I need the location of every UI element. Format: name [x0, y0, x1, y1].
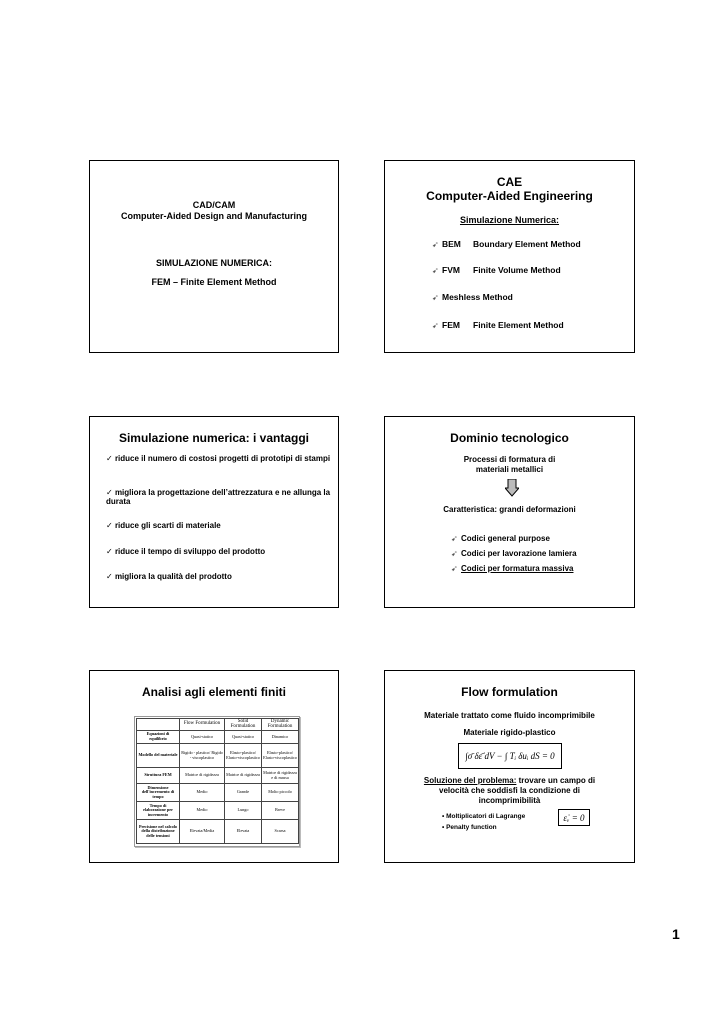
slide1-sub-line2: FEM – Finite Element Method	[151, 277, 277, 287]
list-item: • Penalty function	[442, 824, 497, 831]
slide3-title: Simulazione numerica: i vantaggi	[118, 431, 310, 445]
table-cell: Tempo di elaborazione per incremento	[137, 802, 180, 820]
list-item: ➹ BEM Boundary Element Method	[432, 239, 581, 249]
table-header-cell: Solid Formulation	[225, 719, 262, 731]
slide1-title-line1: CAD/CAM	[192, 200, 236, 210]
page-number: 1	[672, 926, 680, 942]
table-row	[137, 731, 299, 744]
table-header-cell	[137, 719, 180, 731]
slide-vantaggi	[89, 416, 339, 608]
arrow-bullet-icon: ➹	[432, 293, 439, 302]
table-cell: Rigido - plastico/ Rigido - viscoplastico	[180, 744, 225, 768]
slide2-title-line2: Computer-Aided Engineering	[426, 189, 593, 203]
table-header-cell: Flow Formulation	[180, 719, 225, 731]
table-cell: Elasto-plastico/ Elasto-viscoplastico	[225, 744, 262, 768]
check-icon: ✓	[106, 521, 115, 530]
table-cell: Matrice di rigidezza	[180, 768, 225, 784]
down-arrow-icon	[505, 479, 519, 497]
bullet-dot-icon: •	[442, 824, 447, 831]
table-cell: Struttura FEM	[137, 768, 180, 784]
table-cell: Equazioni di equilibrio	[137, 731, 180, 744]
table-header-row	[137, 719, 299, 731]
list-item: ✓ migliora la qualità del prodotto	[106, 572, 232, 581]
slide5-title: Analisi agli elementi finiti	[141, 685, 287, 699]
slide6-line2: Materiale rigido-plastico	[463, 728, 556, 737]
slide-analisi	[89, 670, 339, 863]
table-row	[137, 802, 299, 820]
table-cell: Lungo	[225, 802, 262, 820]
list-item: ✓ riduce gli scarti di materiale	[106, 521, 221, 530]
incompressibility-equation: ε̇ᵥ = 0	[558, 809, 590, 826]
table-row	[137, 820, 299, 844]
check-icon: ✓	[106, 488, 115, 497]
table-cell: Modello del materiale	[137, 744, 180, 768]
slide6-title: Flow formulation	[461, 685, 558, 699]
list-item: ➹ FEM Finite Element Method	[432, 320, 564, 330]
slide4-caratteristica: Caratteristica: grandi deformazioni	[443, 505, 576, 514]
slide-dominio	[384, 416, 635, 608]
table-cell: Scarsa	[262, 820, 299, 844]
table-row	[137, 784, 299, 802]
table-cell: Dimensione dell'incremento di tempo	[137, 784, 180, 802]
list-item: • Moltiplicatori di Lagrange	[442, 813, 526, 820]
arrow-bullet-icon: ➹	[432, 266, 439, 275]
slide-cae	[384, 160, 635, 353]
slide4-title: Dominio tecnologico	[450, 431, 569, 445]
slide-flow-formulation	[384, 670, 635, 863]
list-item: ➹ FVM Finite Volume Method	[432, 265, 561, 275]
arrow-bullet-icon: ➹	[451, 549, 458, 558]
slide6-line1: Materiale trattato come fluido incomprimibile	[424, 711, 595, 720]
list-item: ➹ Codici general purpose	[451, 534, 550, 543]
table-cell: Matrice di rigidezza e di massa	[262, 768, 299, 784]
bullet-dot-icon: •	[442, 813, 447, 820]
list-item: ➹ Codici per formatura massiva	[451, 564, 574, 573]
table-cell: Quasi-statico	[225, 731, 262, 744]
table-cell: Elasto-plastico/ Elasto-viscoplastico	[262, 744, 299, 768]
table-cell: Medio	[180, 784, 225, 802]
arrow-bullet-icon: ➹	[451, 564, 458, 573]
table-cell: Grande	[225, 784, 262, 802]
table-header-cell: Dynamic Formulation	[262, 719, 299, 731]
fem-comparison-table	[136, 718, 299, 844]
table-row	[137, 744, 299, 768]
list-item: ➹ Meshless Method	[432, 292, 513, 302]
list-item: ➹ Codici per lavorazione lamiera	[451, 549, 577, 558]
table-row	[137, 768, 299, 784]
table-cell: Precisione nel calcolo della distribuzione delle tensioni	[137, 820, 180, 844]
list-item: ✓ migliora la progettazione dell’attrezzatura e ne allunga la durata	[106, 488, 331, 506]
slide4-line2: materiali metallici	[475, 465, 544, 474]
table-cell: Medio	[180, 802, 225, 820]
list-item: ✓ riduce il numero di costosi progetti di prototipi di stampi	[106, 454, 331, 463]
arrow-bullet-icon: ➹	[451, 534, 458, 543]
slide-cad-cam	[89, 160, 339, 353]
weak-form-equation: ∫σ̄ δε̄̇ dV − ∫ Tᵢ δuᵢ dS = 0	[458, 743, 562, 769]
table-cell: Matrice di rigidezza	[225, 768, 262, 784]
slide4-line1: Processi di formatura di	[463, 455, 556, 464]
table-cell: Quasi-statico	[180, 731, 225, 744]
table-cell: Elevata/Media	[180, 820, 225, 844]
check-icon: ✓	[106, 572, 115, 581]
table-cell: Breve	[262, 802, 299, 820]
slide2-subtitle: Simulazione Numerica:	[459, 215, 560, 225]
slide1-sub-line1: SIMULAZIONE NUMERICA:	[156, 258, 272, 268]
check-icon: ✓	[106, 547, 115, 556]
table-cell: Elevata	[225, 820, 262, 844]
table-cell: Molto piccolo	[262, 784, 299, 802]
slide6-solution: Soluzione del problema: trovare un campo di velocità che soddisfi la condizione di incomprimibilità	[423, 776, 596, 805]
table-cell: Dinamico	[262, 731, 299, 744]
slide1-title-line2: Computer-Aided Design and Manufacturing	[120, 211, 307, 221]
check-icon: ✓	[106, 454, 115, 463]
slide2-title-line1: CAE	[496, 175, 523, 189]
arrow-bullet-icon: ➹	[432, 240, 439, 249]
list-item: ✓ riduce il tempo di sviluppo del prodotto	[106, 547, 266, 556]
arrow-bullet-icon: ➹	[432, 321, 439, 330]
